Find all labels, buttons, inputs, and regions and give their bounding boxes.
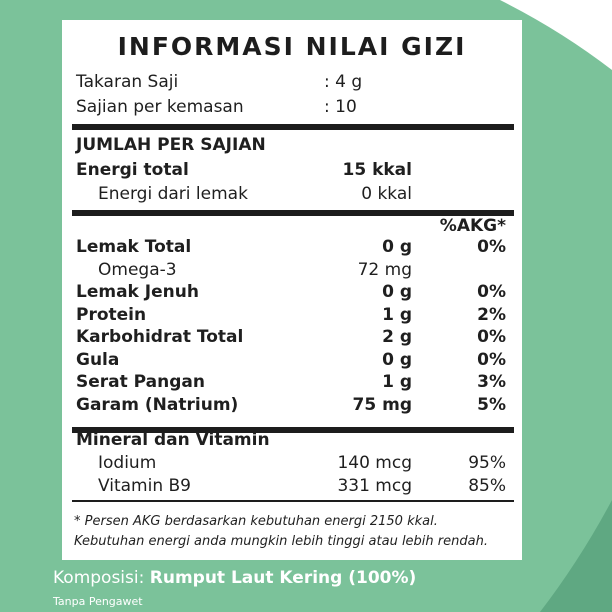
serving-size-label: Takaran Saji — [76, 72, 179, 92]
nutrient-akg: 2% — [477, 304, 506, 325]
label-title: INFORMASI NILAI GIZI — [117, 32, 467, 61]
energy-total-label: Energi total — [76, 160, 189, 180]
mineral-label: Vitamin B9 — [98, 476, 192, 496]
nutrient-value: 2 g — [382, 327, 412, 347]
no-preservative-note: Tanpa Pengawet — [53, 595, 143, 608]
nutrient-akg: 0% — [477, 237, 506, 257]
nutrient-value: 1 g — [382, 304, 412, 325]
composition-line — [53, 568, 416, 588]
mineral-akg: 85% — [468, 476, 506, 496]
nutrient-value: 0 g — [382, 237, 412, 257]
nutrient-akg: 0% — [477, 349, 506, 370]
energy-fat-label: Energi dari lemak — [98, 184, 248, 204]
nutrient-value: 75 mg — [352, 394, 412, 415]
footnote-energy: Kebutuhan energi anda mungkin lebih tinggi atau lebih rendah. — [74, 534, 488, 549]
mineral-value: 140 mcg — [337, 453, 412, 473]
nutrient-label: Karbohidrat Total — [76, 327, 244, 347]
nutrient-value: 0 g — [382, 349, 412, 370]
composition-value: Rumput Laut Kering (100%) — [149, 568, 417, 588]
mineral-heading: Mineral dan Vitamin — [76, 430, 270, 450]
akg-header: %AKG* — [439, 216, 506, 236]
mineral-label: Iodium — [98, 453, 157, 473]
nutrient-label: Garam (Natrium) — [76, 394, 239, 415]
nutrition-label — [62, 20, 522, 560]
nutrient-akg: 0% — [477, 282, 506, 302]
nutrient-label: Lemak Jenuh — [76, 282, 199, 302]
footnote-akg: * Persen AKG berdasarkan kebutuhan energi 2150 kkal. — [74, 514, 438, 529]
nutrient-label: Serat Pangan — [76, 372, 205, 392]
mineral-akg: 95% — [468, 453, 506, 473]
nutrient-value: 72 mg — [357, 259, 412, 280]
nutrient-value: 0 g — [382, 282, 412, 302]
servings-value: : 10 — [324, 97, 357, 117]
nutrient-label: Omega-3 — [98, 259, 177, 280]
nutrient-value: 1 g — [382, 372, 412, 392]
serving-size-value: : 4 g — [324, 72, 363, 92]
divider-thin-bottom — [72, 500, 514, 502]
nutrient-label: Gula — [76, 349, 120, 370]
energy-total-value: 15 kkal — [342, 160, 412, 180]
servings-label: Sajian per kemasan — [76, 97, 244, 117]
nutrient-label: Protein — [76, 304, 147, 325]
nutrient-akg: 5% — [477, 394, 506, 415]
nutrient-akg: 3% — [477, 372, 506, 392]
nutrient-akg: 0% — [477, 327, 506, 347]
nutrient-label: Lemak Total — [76, 237, 192, 257]
mineral-value: 331 mcg — [337, 476, 412, 496]
per-serving-heading: JUMLAH PER SAJIAN — [76, 135, 266, 155]
energy-fat-value: 0 kkal — [361, 184, 412, 204]
composition-prefix: Komposisi: — [53, 568, 150, 588]
divider-thick-1 — [72, 124, 514, 130]
